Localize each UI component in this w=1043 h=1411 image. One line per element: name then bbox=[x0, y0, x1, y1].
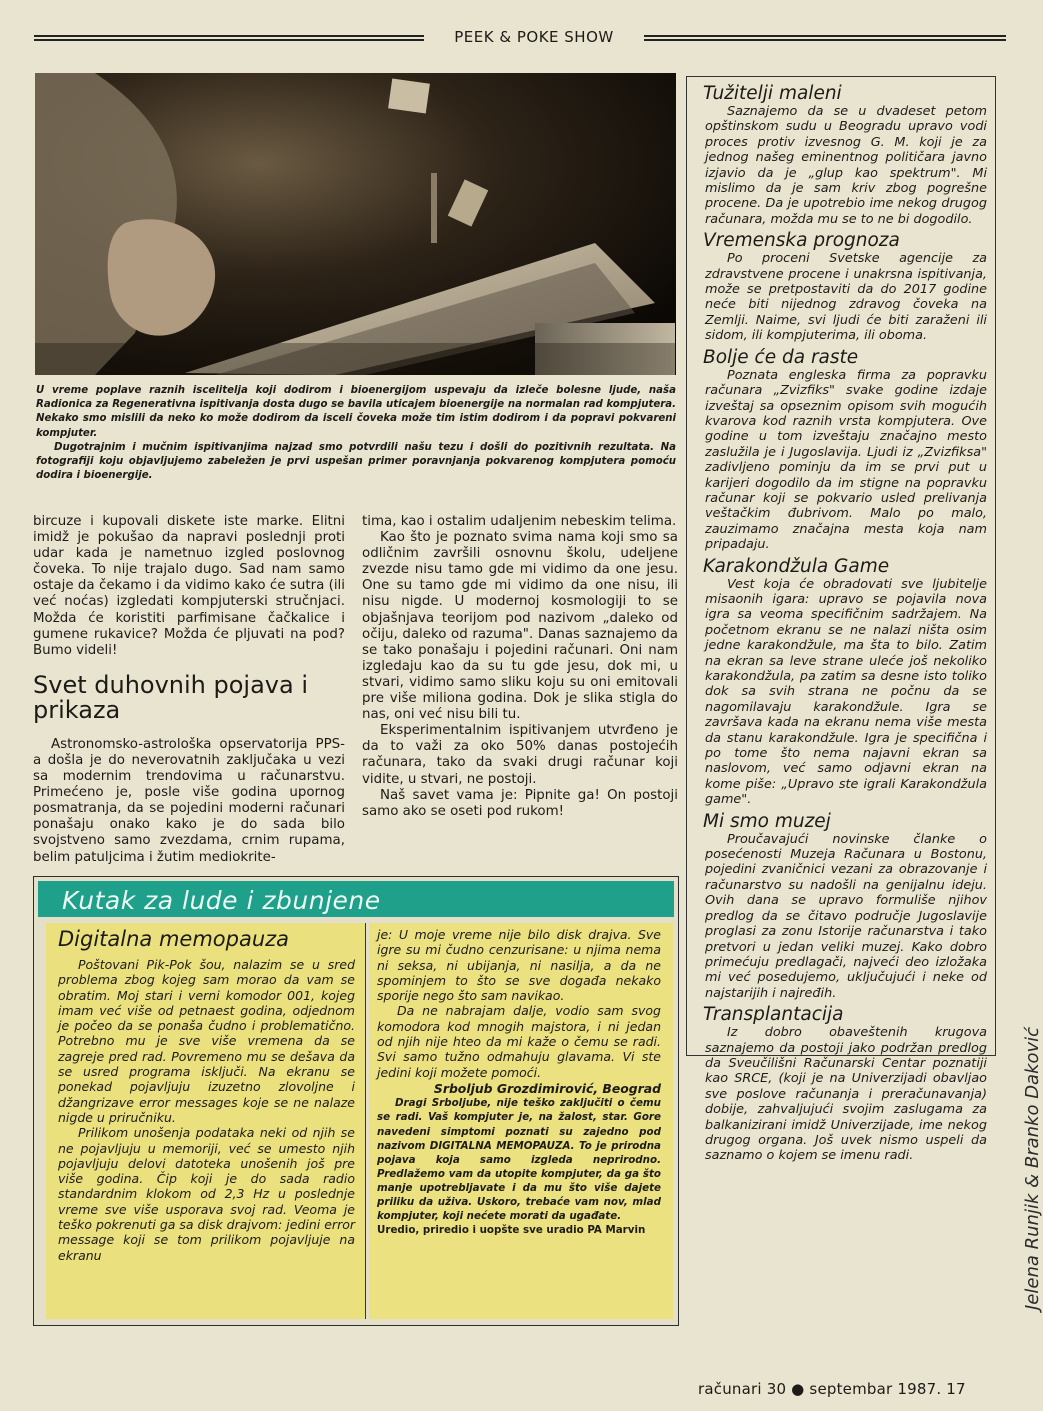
sidebar-text: Saznajemo da se u dvadeset petom opštinskom sudu u Beogradu upravo vodi proces protiv izvesnog G. M. koji je za jednog našeg eminentnog političara javno izjavio da je „glup kao spektrum". Mi mislimo da je sam kriv zbog pogrešne procene. Da je upotrebio ime nekog drugog računara, možda mu se to ne bi dogodilo. bbox=[705, 104, 987, 227]
letter-column-right bbox=[369, 923, 673, 1319]
sidebar-heading: Mi smo muzej bbox=[703, 810, 831, 832]
article-subheading: Svet duhovnih pojava i prikaza bbox=[33, 670, 309, 724]
margin-credit-text: Jelena Runjik & Branko Daković bbox=[1022, 1026, 1043, 1310]
sidebar-text: Po proceni Svetske agencije za zdravstvene procene i unakrsna ispitivanja, može se pretpostaviti da do 2017 godine neće biti nijednog zdravog čoveka na Zemlji. Naime, svi ljudi će biti zaraženi ili sidom, ili kompjuterima, ili oboma. bbox=[705, 251, 987, 344]
article-paragraph: Naš savet vama je: Pipnite ga! On postoji samo ako se oseti pod rukom! bbox=[362, 787, 678, 819]
photo-caption bbox=[36, 384, 676, 483]
page-footer: računari 30 ● septembar 1987. 17 bbox=[698, 1380, 966, 1398]
sidebar-heading: Transplantacija bbox=[703, 1004, 844, 1026]
letter-paragraph: Poštovani Pik-Pok šou, nalazim se u sred problema zbog kojeg sam morao da vam se obratim. Moj stari i verni komodor 001, kojeg imam već više od petnaest godina, odjednom je počeo da se ponaša čudno i problematično. Potrebno mu je sve više vremena da se zagreje pred rad. Povremeno mu se dešava da se usred programa isključi. Na ekranu se ponekad pojavljuju izuzetno zlovoljne i džangrizave error messages koje se ne nalaze nigde u priručniku. bbox=[58, 957, 355, 1125]
article-column-left bbox=[33, 514, 345, 866]
article-paragraph: bircuze i kupovali diskete iste marke. Elitni imidž je pokušao da napravi poslednji proti udar kada je nametnuo izgled poslovnog čoveka. To nije trajalo dugo. Sad nam samo ostaje da čekamo i da vidimo kako će sutra (ili već noćas) izgledati kompjuterski stručnjaci. Možda će koristiti parfimisane čačkalice i gumene rukavice? Možda će pljuvati na pod? Bumo videli! bbox=[33, 514, 345, 658]
sidebar-heading: Karakondžula Game bbox=[703, 555, 890, 577]
letter-signature: Srboljub Grozdimirović, Beograd bbox=[433, 1080, 661, 1096]
sidebar-text: Iz dobro obaveštenih krugova saznajemo da postoji jako podržan predlog da Sveučilišni Računarski Centar poznatiji kao SRCE, (koji je na Univerzijadi obavljao sve poslove računanja i preračunavanja) dobije, zahvaljujući svojim zaslugama za balkanizirani imidž Univerzijade, ime nekog drugog organa. Još uvek nismo uspeli da saznamo o kojem se imenu radi. bbox=[705, 1025, 987, 1164]
news-sidebar bbox=[686, 76, 996, 1164]
sidebar-heading: Vremenska prognoza bbox=[703, 230, 900, 252]
letter-column-left bbox=[46, 923, 366, 1319]
sidebar-heading: Bolje će da raste bbox=[703, 346, 859, 368]
hand-touching-computer-photo bbox=[35, 73, 676, 375]
letters-box bbox=[33, 876, 679, 1326]
editor-reply: Dragi Srboljube, nije teško zaključiti o čemu se radi. Vaš kompjuter je, na žalost, star. Gore navedeni simptomi poznati su zajedno pod nazivom DIGITALNA MEMOPAUZA. To je prirodna pojava koja samo izgleda neprirodno. Predlažemo vam da utopite kompjuter, da ga što manje upotrebljavate i da mu što više dajete priliku da uživa. Uskoro, trebaće vam nov, mlad kompjuter, koji nećete morati da ugađate. bbox=[377, 1097, 661, 1223]
article-paragraph: Eksperimentalnim ispitivanjem utvrđeno je da to važi za oko 50% danas postojećih računara, tako da svaki drugi računar koji vidite, u stvari, ne postoji. bbox=[362, 723, 678, 787]
letters-box-title: Kutak za lude i zbunjene bbox=[62, 886, 381, 915]
sidebar-heading: Tužitelji maleni bbox=[703, 83, 842, 104]
letters-box-banner bbox=[38, 881, 674, 917]
page-header bbox=[34, 28, 1006, 50]
caption-paragraph: U vreme poplave raznih iscelitelja koji dodirom i bioenergijom uspevaju da izleče bolesne ljude, naša Radionica za Regenerativna ispitivanja dosta dugo se bavila uticajem bioenergije na normalan rad kompjutera. Nekako smo mislili da neko ko može dodirom da isceli čoveka može tim istim dodirom i da popravi pokvareni kompjuter. bbox=[36, 385, 676, 439]
article-column-middle bbox=[362, 514, 678, 820]
caption-paragraph: Dugotrajnim i mučnim ispitivanjima najzad smo potvrdili našu tezu i došli do pozitivnih rezultata. Na fotografiji koju objavljujemo zabeležen je prvi uspešan primer poravnjanja pokvarenog kompjutera pomoću dodira i bioenergije. bbox=[36, 441, 676, 482]
sidebar-text: Poznata engleska firma za popravku računara „Zvizfiks" svake godine izdaje izveštaj sa opseznim opisom svih mogućih kvarova kod raznih vrsta kompjutera. Ove godine u tom izveštaju značajno mesto zaslužila je i Jugoslavija. Ljudi iz „Zvizfiksa" zadivljeno pominju da im se prvi put u karijeri dogodilo da im stigne na popravku računar koji se pokvario usled prelivanja veštačkim đubrivom. Malo po malo, zauzimamo značajna mesta koja nam pripadaju. bbox=[705, 367, 987, 553]
letter-paragraph: Da ne nabrajam dalje, vodio sam svog komodora kod mnogih majstora, i ni jedan od njih nije hteo da mi kaže o čemu se radi. Svi samo tužno odmahuju glavama. Vi ste jedini koji možete pomoći. bbox=[377, 1003, 661, 1080]
letter-paragraph: Prilikom unošenja podataka neki od njih se ne pojavljuju u memoriji, već se umesto njih pojavljuju delovi datoteka unošenih još pre više godina. Čip koji je do sada radio standardnim klokom od 2,3 Hz u poslednje vreme sve više usporava svoj rad. Veoma je teško pokrenuti ga sa disk drajvom: jedini error message koji se tom prilikom pojavljuje na ekranu bbox=[58, 1125, 355, 1263]
margin-credit bbox=[1004, 980, 1043, 1320]
sidebar-text: Proučavajući novinske članke o posećenosti Muzeja Računara u Bostonu, pojedini zvaničnici vezani za obrazovanje i računarstvo su nadošli na genijalnu ideju. Ovih dana se upravo formuliše njihov predlog da se čitavo područje Jugoslavije proglasi za zonu Istorije računarstva i tako pretvori u jedan veliki muzej. Kako dobro primećuju predlagači, najveći deo izložaka mi već posedujemo, uključujući i neke od najstarijih i najređih. bbox=[705, 831, 987, 1001]
article-paragraph: tima, kao i ostalim udaljenim nebeskim telima. bbox=[362, 514, 677, 529]
article-paragraph: Astronomsko-astrološka opservatorija PPS-a došla je do neverovatnih zaključaka u vezi sa modernim trendovima u računarstvu. Primećeno je, posle više godina upornog posmatranja, da se pojedini moderni računari ponašaju onako kako je do sada bilo svojstveno samo zvezdama, crnim rupama, belim patuljcima i žutim mediokrite- bbox=[33, 736, 345, 865]
article-paragraph: Kao što je poznato svima nama koji smo sa odličnim završili osnovnu školu, udeljene zvezde nisu tamo gde mi vidimo da one jesu. One su tamo gde mi vidimo da one nisu, ili nisu nigde. U modernoj kosmologiji to se objašnjava teorijom pod nazivom „daleko od očiju, daleko od razuma". Danas saznajemo da se tako ponašaju i pojedini računari. Oni nam izgledaju kao da su tu gde jesu, dok mi, u stvari, vidimo samo sliku koju su oni emitovali pre više miliona godina. Dok je slika stigla do nas, oni već nisu bili tu. bbox=[362, 530, 678, 723]
editor-credit: Uredio, priredio i uopšte sve uradio PA Marvin bbox=[377, 1224, 646, 1237]
letter-paragraph: je: U moje vreme nije bilo disk drajva. Sve igre su mi čudno cenzurisane: u njima nema ni seksa, ni ubijanja, ni nasilja, a da ne spominjem to što se sve događa nekako sporije nego što sam navikao. bbox=[377, 927, 661, 1004]
section-title: PEEK & POKE SHOW bbox=[454, 28, 614, 46]
header-rule-left bbox=[34, 35, 424, 41]
header-rule-right bbox=[644, 35, 1006, 41]
letter-heading: Digitalna memopauza bbox=[58, 927, 290, 951]
sidebar-text: Vest koja će obradovati sve ljubitelje misaonih igara: upravo se pojavila nova igra sa veoma specifičnim sadržajem. Na početnom ekranu se ne nalazi ništa osim jedne karakondžule, ma šta to bilo. Zatim na ekran sa leve strane uleće još nekoliko karakondžula, pa zatim sa desne isto toliko dok sa svih strana ne počnu da se nagomilavaju karakondžule. Igra se završava kada na ekranu nema više mesta da stanu karakondžule. Igra je specifična i po tome što nema najavni ekran sa naslovom, već samo odjavni ekran na kome piše: „Upravo ste igrali Karakondžula game". bbox=[705, 576, 987, 808]
